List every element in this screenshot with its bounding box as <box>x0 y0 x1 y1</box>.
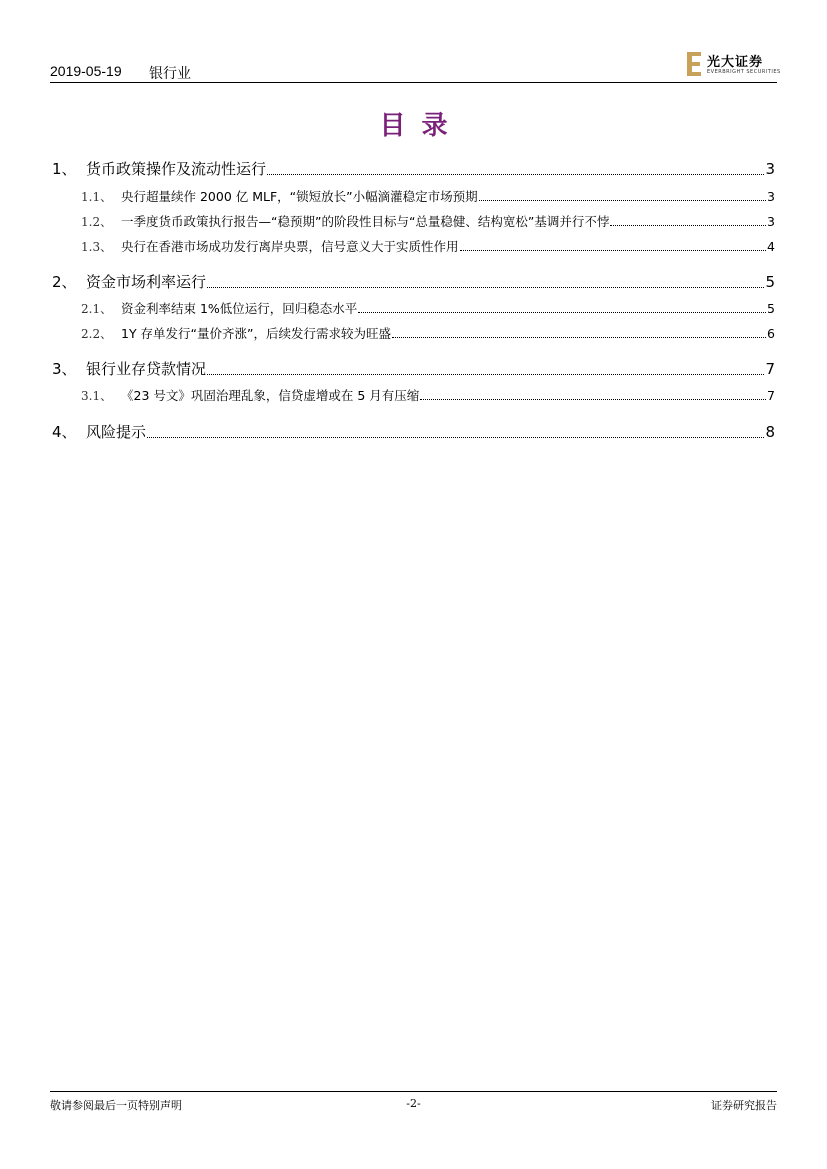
report-date: 2019-05-19 <box>50 63 122 79</box>
toc-entry-number: 1、 <box>52 160 77 178</box>
report-sector: 银行业 <box>149 66 191 82</box>
toc-entry-title[interactable]: 货币政策操作及流动性运行 <box>86 160 267 178</box>
toc-entry-title[interactable]: 风险提示 <box>86 423 147 441</box>
toc-entry-title[interactable]: 1Y 存单发行“量价齐涨”，后续发行需求较为旺盛 <box>121 326 392 341</box>
toc-dot-leader <box>479 199 766 201</box>
toc-entry-page[interactable]: 5 <box>765 273 775 291</box>
company-logo <box>687 50 781 78</box>
toc-entry[interactable] <box>81 187 775 205</box>
toc-dot-leader <box>358 311 766 313</box>
toc-entry-title[interactable]: 一季度货币政策执行报告—“稳预期”的阶段性目标与“总量稳健、结构宽松”基调并行不悖 <box>121 214 610 229</box>
toc-entry-page[interactable]: 3 <box>767 189 775 204</box>
toc-dot-leader <box>460 249 767 251</box>
logo-english-name: EVERBRIGHT SECURITIES <box>707 69 781 75</box>
toc-entry-page[interactable]: 8 <box>765 423 775 441</box>
toc-entry[interactable] <box>52 271 775 292</box>
page-number: -2- <box>406 1097 421 1110</box>
toc-entry-title[interactable]: 《23 号文》巩固治理乱象，信贷虚增或在 5 月有压缩 <box>121 388 420 403</box>
toc-entry-page[interactable]: 6 <box>767 326 775 341</box>
toc-entry-title[interactable]: 央行超量续作 2000 亿 MLF，“锁短放长”小幅滴灌稳定市场预期 <box>121 189 478 204</box>
toc-dot-leader <box>420 398 766 400</box>
toc-entry-number: 1.1、 <box>81 190 113 204</box>
toc-dot-leader <box>392 336 766 338</box>
toc-entry-number: 3.1、 <box>81 389 113 403</box>
toc-entry[interactable] <box>81 212 775 230</box>
toc-entry-page[interactable]: 3 <box>767 214 775 229</box>
toc-dot-leader <box>207 286 764 288</box>
toc-entry-page[interactable]: 7 <box>765 360 775 378</box>
toc-entry-page[interactable]: 5 <box>767 301 775 316</box>
toc-entry-number: 1.3、 <box>81 240 113 254</box>
toc-entry[interactable] <box>52 358 775 379</box>
toc-entry-number: 2.2、 <box>81 327 113 341</box>
toc-entry-number: 2、 <box>52 273 77 291</box>
toc-entry[interactable] <box>52 158 775 179</box>
toc-dot-leader <box>207 373 764 375</box>
toc-entry[interactable] <box>52 421 775 442</box>
toc-entry-page[interactable]: 4 <box>767 239 775 254</box>
toc-entry[interactable] <box>81 386 775 404</box>
toc-entry-title[interactable]: 央行在香港市场成功发行离岸央票，信号意义大于实质性作用 <box>121 239 459 254</box>
toc-dot-leader <box>147 436 764 438</box>
toc-entry[interactable] <box>81 299 775 317</box>
toc-dot-leader <box>267 173 764 175</box>
footer-report-type: 证券研究报告 <box>711 1099 777 1112</box>
everbright-logo-icon <box>687 52 701 76</box>
toc-dot-leader <box>610 224 766 226</box>
toc-title: 目录 <box>379 111 464 141</box>
toc-entry-page[interactable]: 3 <box>765 160 775 178</box>
logo-chinese-name: 光大证券 <box>707 55 764 70</box>
toc-entry-number: 2.1、 <box>81 302 113 316</box>
footer-divider <box>50 1091 777 1092</box>
toc-entry[interactable] <box>81 237 775 255</box>
toc-entry-title[interactable]: 资金市场利率运行 <box>86 273 207 291</box>
toc-entry[interactable] <box>81 324 775 342</box>
toc-entry-number: 3、 <box>52 360 77 378</box>
toc-entry-title[interactable]: 银行业存贷款情况 <box>86 360 207 378</box>
page-header <box>50 63 777 83</box>
footer-disclaimer: 敬请参阅最后一页特别声明 <box>50 1099 182 1112</box>
toc-entry-number: 1.2、 <box>81 215 113 229</box>
header-divider <box>50 82 777 83</box>
toc-entry-number: 4、 <box>52 423 77 441</box>
toc-entry-title[interactable]: 资金利率结束 1%低位运行，回归稳态水平 <box>121 301 358 316</box>
toc-entry-page[interactable]: 7 <box>767 388 775 403</box>
